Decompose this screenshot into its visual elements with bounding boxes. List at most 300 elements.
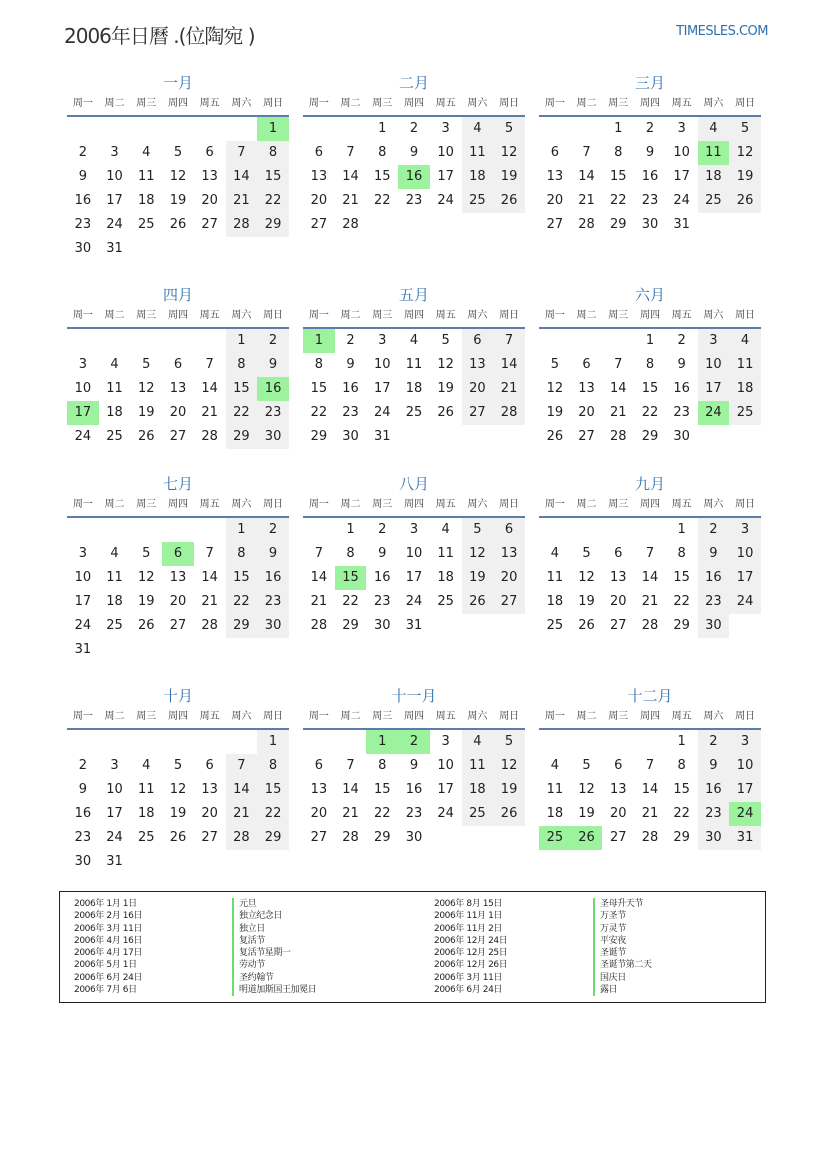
weekday-label: 周日 bbox=[263, 310, 284, 321]
day-cell: 14 bbox=[342, 782, 359, 797]
day-cell: 30 bbox=[74, 241, 92, 256]
weekday-label: 周四 bbox=[403, 310, 424, 321]
month-name: 七月 bbox=[162, 475, 193, 493]
empty-cell bbox=[335, 730, 367, 754]
day-cell: 12 bbox=[578, 782, 595, 797]
day-cell: 12 bbox=[546, 381, 564, 396]
day-cell: 12 bbox=[137, 381, 155, 396]
weekday-label: 周二 bbox=[340, 711, 361, 722]
weekday-label: 周一 bbox=[544, 499, 565, 510]
weekday-label: 周四 bbox=[403, 711, 424, 722]
day-cell: 15 bbox=[373, 169, 391, 184]
legend-entry: 万灵节 bbox=[593, 923, 652, 935]
weekday-label: 周五 bbox=[435, 499, 456, 510]
day-cell: 10 bbox=[74, 381, 92, 396]
legend-entry: 2006年 11月 2日 bbox=[434, 923, 503, 934]
day-grid bbox=[67, 117, 289, 261]
weekday-label: 周四 bbox=[167, 499, 188, 510]
weekday-label: 周二 bbox=[576, 711, 597, 722]
day-cell: 23 bbox=[74, 830, 92, 845]
day-cell: 4 bbox=[409, 333, 419, 348]
weekday-label: 周一 bbox=[544, 98, 565, 109]
day-cell: 11 bbox=[106, 381, 123, 396]
day-grid bbox=[539, 329, 761, 449]
empty-cell bbox=[303, 730, 335, 754]
day-cell: 23 bbox=[342, 405, 359, 420]
weekday-header bbox=[67, 494, 289, 518]
day-cell: 21 bbox=[493, 377, 525, 401]
empty-cell bbox=[130, 730, 162, 754]
day-cell: 22 bbox=[342, 594, 359, 609]
day-cell: 17 bbox=[698, 377, 730, 401]
day-cell: 10 bbox=[74, 570, 92, 585]
day-cell: 16 bbox=[641, 169, 659, 184]
weekday-label: 周五 bbox=[435, 711, 456, 722]
day-cell: 13 bbox=[609, 782, 627, 797]
day-cell: 14 bbox=[226, 165, 258, 189]
day-cell: 6 bbox=[173, 357, 183, 372]
day-cell: 23 bbox=[373, 594, 391, 609]
day-cell: 13 bbox=[462, 353, 494, 377]
day-cell: 10 bbox=[437, 758, 454, 773]
day-cell: 18 bbox=[698, 165, 730, 189]
day-cell: 9 bbox=[677, 357, 686, 372]
day-cell: 20 bbox=[578, 405, 595, 420]
legend-entry: 2006年 5月 1日 bbox=[74, 960, 137, 971]
day-cell: 15 bbox=[373, 782, 391, 797]
empty-cell bbox=[571, 730, 603, 754]
holiday-day-cell: 25 bbox=[539, 826, 571, 850]
day-cell: 24 bbox=[74, 618, 92, 633]
weekday-label: 周二 bbox=[104, 499, 125, 510]
day-cell: 13 bbox=[578, 381, 595, 396]
legend-entry: 2006年 1月 1日 bbox=[74, 899, 137, 909]
day-cell: 18 bbox=[462, 165, 494, 189]
day-cell: 28 bbox=[226, 826, 258, 850]
day-cell: 18 bbox=[137, 193, 155, 208]
day-cell: 23 bbox=[257, 590, 289, 614]
holiday-day-cell: 16 bbox=[257, 377, 289, 401]
day-cell: 16 bbox=[405, 782, 423, 797]
holiday-day-cell: 11 bbox=[698, 141, 730, 165]
weekday-label: 周三 bbox=[372, 98, 393, 109]
weekday-header bbox=[67, 93, 289, 117]
day-cell: 3 bbox=[78, 357, 87, 372]
day-cell: 13 bbox=[201, 169, 218, 184]
day-cell: 7 bbox=[205, 546, 214, 561]
day-cell: 16 bbox=[698, 566, 730, 590]
day-cell: 9 bbox=[378, 546, 387, 561]
weekday-label: 周二 bbox=[104, 711, 125, 722]
day-cell: 5 bbox=[441, 333, 450, 348]
weekday-label: 周日 bbox=[735, 98, 756, 109]
weekday-label: 周四 bbox=[639, 499, 660, 510]
day-cell: 24 bbox=[106, 217, 123, 232]
day-cell: 21 bbox=[201, 594, 218, 609]
holiday-day-cell: 24 bbox=[729, 802, 761, 826]
day-cell: 26 bbox=[137, 618, 155, 633]
site-link[interactable]: TIMESLES.COM bbox=[676, 24, 768, 39]
day-cell: 17 bbox=[405, 570, 423, 585]
day-cell: 19 bbox=[137, 405, 155, 420]
day-cell: 20 bbox=[201, 806, 218, 821]
day-cell: 4 bbox=[142, 758, 151, 773]
day-cell: 5 bbox=[462, 518, 494, 542]
day-cell: 29 bbox=[373, 830, 391, 845]
day-cell: 7 bbox=[614, 357, 623, 372]
day-cell: 21 bbox=[226, 189, 258, 213]
day-cell: 13 bbox=[310, 782, 328, 797]
empty-cell bbox=[194, 518, 226, 542]
day-cell: 6 bbox=[582, 357, 591, 372]
day-cell: 6 bbox=[493, 518, 525, 542]
day-cell: 25 bbox=[437, 594, 454, 609]
day-cell: 16 bbox=[342, 381, 359, 396]
month-name: 一月 bbox=[162, 74, 193, 92]
day-cell: 26 bbox=[437, 405, 454, 420]
day-cell: 7 bbox=[314, 546, 323, 561]
day-cell: 17 bbox=[373, 381, 391, 396]
weekday-label: 周三 bbox=[136, 499, 157, 510]
day-cell: 12 bbox=[578, 570, 595, 585]
day-cell: 20 bbox=[462, 377, 494, 401]
month-block bbox=[539, 285, 761, 449]
day-cell: 27 bbox=[462, 401, 494, 425]
day-cell: 30 bbox=[257, 425, 289, 449]
day-cell: 15 bbox=[673, 570, 690, 585]
day-cell: 16 bbox=[74, 193, 92, 208]
holiday-day-cell: 1 bbox=[303, 329, 335, 353]
day-cell: 9 bbox=[78, 782, 87, 797]
day-cell: 3 bbox=[698, 329, 730, 353]
day-cell: 3 bbox=[677, 121, 686, 136]
day-cell: 14 bbox=[641, 570, 659, 585]
legend-entry: 2006年 8月 15日 bbox=[434, 899, 503, 909]
weekday-label: 周三 bbox=[136, 711, 157, 722]
weekday-label: 周三 bbox=[608, 499, 629, 510]
empty-cell bbox=[162, 117, 194, 141]
day-cell: 10 bbox=[673, 145, 690, 160]
holiday-day-cell: 2 bbox=[398, 730, 430, 754]
empty-cell bbox=[99, 518, 131, 542]
day-cell: 4 bbox=[462, 117, 494, 141]
legend-entry: 圣母升天节 bbox=[593, 898, 652, 910]
weekday-label: 周一 bbox=[308, 711, 329, 722]
day-cell: 29 bbox=[257, 213, 289, 237]
holiday-day-cell: 6 bbox=[162, 542, 194, 566]
day-cell: 7 bbox=[582, 145, 591, 160]
weekday-label: 周日 bbox=[499, 310, 520, 321]
day-cell: 2 bbox=[257, 329, 289, 353]
day-grid bbox=[67, 329, 289, 449]
day-cell: 11 bbox=[546, 782, 564, 797]
day-cell: 23 bbox=[405, 806, 423, 821]
legend-entry: 2006年 4月 16日 bbox=[74, 935, 143, 946]
legend-entry: 2006年 12月 25日 bbox=[434, 948, 508, 959]
day-cell: 9 bbox=[698, 542, 730, 566]
weekday-label: 周一 bbox=[308, 98, 329, 109]
day-cell: 15 bbox=[310, 381, 328, 396]
empty-cell bbox=[634, 730, 666, 754]
empty-cell bbox=[67, 730, 99, 754]
day-cell: 26 bbox=[546, 429, 564, 444]
day-cell: 19 bbox=[578, 594, 595, 609]
day-cell: 14 bbox=[609, 381, 627, 396]
day-cell: 21 bbox=[310, 594, 328, 609]
day-cell: 24 bbox=[405, 594, 423, 609]
day-cell: 18 bbox=[546, 594, 564, 609]
weekday-label: 周一 bbox=[544, 310, 565, 321]
day-cell: 13 bbox=[169, 570, 187, 585]
day-cell: 31 bbox=[106, 854, 123, 869]
day-grid bbox=[303, 329, 525, 449]
weekday-header bbox=[539, 494, 761, 518]
weekday-label: 周日 bbox=[263, 98, 284, 109]
day-cell: 1 bbox=[226, 518, 258, 542]
day-cell: 11 bbox=[729, 353, 761, 377]
day-cell: 18 bbox=[729, 377, 761, 401]
weekday-label: 周四 bbox=[167, 310, 188, 321]
day-cell: 14 bbox=[226, 778, 258, 802]
legend-names-left bbox=[232, 898, 316, 996]
day-cell: 5 bbox=[142, 546, 151, 561]
day-cell: 19 bbox=[169, 806, 187, 821]
empty-cell bbox=[226, 730, 258, 754]
day-grid bbox=[303, 730, 525, 850]
day-cell: 26 bbox=[493, 802, 525, 826]
day-cell: 21 bbox=[641, 806, 659, 821]
day-cell: 24 bbox=[729, 590, 761, 614]
weekday-label: 周二 bbox=[576, 499, 597, 510]
weekday-label: 周五 bbox=[435, 98, 456, 109]
weekday-label: 周五 bbox=[671, 711, 692, 722]
legend-entry: 独立纪念日 bbox=[232, 910, 316, 922]
weekday-header bbox=[539, 706, 761, 730]
holiday-day-cell: 1 bbox=[366, 730, 398, 754]
empty-cell bbox=[67, 117, 99, 141]
day-cell: 11 bbox=[546, 570, 564, 585]
empty-cell bbox=[162, 329, 194, 353]
day-cell: 10 bbox=[106, 169, 123, 184]
weekday-label: 周五 bbox=[199, 499, 220, 510]
day-cell: 28 bbox=[201, 618, 218, 633]
day-cell: 5 bbox=[142, 357, 151, 372]
weekday-label: 周一 bbox=[72, 98, 93, 109]
day-grid bbox=[539, 518, 761, 638]
day-cell: 31 bbox=[673, 217, 690, 232]
weekday-label: 周三 bbox=[608, 310, 629, 321]
month-block bbox=[67, 474, 289, 662]
day-cell: 3 bbox=[729, 518, 761, 542]
legend-entry: 圣诞节 bbox=[593, 947, 652, 959]
day-cell: 28 bbox=[641, 618, 659, 633]
day-cell: 5 bbox=[493, 117, 525, 141]
day-cell: 2 bbox=[677, 333, 686, 348]
day-cell: 4 bbox=[441, 522, 450, 537]
day-grid bbox=[67, 730, 289, 874]
day-grid bbox=[303, 518, 525, 638]
day-cell: 3 bbox=[729, 730, 761, 754]
day-cell: 11 bbox=[106, 570, 123, 585]
day-cell: 28 bbox=[342, 217, 359, 232]
day-cell: 5 bbox=[582, 758, 591, 773]
day-cell: 8 bbox=[677, 758, 686, 773]
day-cell: 25 bbox=[137, 217, 155, 232]
day-cell: 20 bbox=[609, 594, 627, 609]
day-cell: 17 bbox=[74, 594, 92, 609]
day-cell: 9 bbox=[645, 145, 655, 160]
day-cell: 3 bbox=[110, 758, 119, 773]
day-cell: 28 bbox=[310, 618, 328, 633]
day-cell: 28 bbox=[578, 217, 595, 232]
empty-cell bbox=[303, 117, 335, 141]
day-cell: 22 bbox=[226, 590, 258, 614]
day-cell: 8 bbox=[226, 353, 258, 377]
holiday-day-cell: 26 bbox=[571, 826, 603, 850]
legend-names-right bbox=[593, 898, 652, 996]
day-cell: 13 bbox=[493, 542, 525, 566]
weekday-label: 周日 bbox=[735, 711, 756, 722]
day-cell: 15 bbox=[673, 782, 690, 797]
day-grid bbox=[539, 117, 761, 237]
weekday-label: 周一 bbox=[308, 499, 329, 510]
weekday-label: 周六 bbox=[467, 499, 488, 510]
day-cell: 4 bbox=[110, 546, 119, 561]
day-cell: 13 bbox=[201, 782, 218, 797]
month-name: 九月 bbox=[634, 475, 665, 493]
day-cell: 26 bbox=[578, 618, 595, 633]
day-cell: 3 bbox=[78, 546, 87, 561]
day-cell: 27 bbox=[493, 590, 525, 614]
day-cell: 15 bbox=[257, 165, 289, 189]
day-cell: 12 bbox=[169, 782, 187, 797]
day-cell: 26 bbox=[169, 830, 187, 845]
day-cell: 23 bbox=[698, 802, 730, 826]
day-cell: 19 bbox=[578, 806, 595, 821]
day-cell: 7 bbox=[226, 141, 258, 165]
legend-entry: 平安夜 bbox=[593, 935, 652, 947]
weekday-label: 周日 bbox=[499, 499, 520, 510]
weekday-label: 周五 bbox=[435, 310, 456, 321]
weekday-label: 周六 bbox=[231, 711, 252, 722]
weekday-label: 周日 bbox=[263, 499, 284, 510]
day-cell: 6 bbox=[314, 758, 323, 773]
day-cell: 30 bbox=[405, 830, 423, 845]
weekday-label: 周三 bbox=[372, 711, 393, 722]
holiday-day-cell: 1 bbox=[257, 117, 289, 141]
day-cell: 3 bbox=[378, 333, 387, 348]
day-cell: 30 bbox=[641, 217, 659, 232]
day-cell: 13 bbox=[609, 570, 627, 585]
day-cell: 19 bbox=[729, 165, 761, 189]
month-name: 四月 bbox=[162, 286, 193, 304]
weekday-label: 周三 bbox=[608, 711, 629, 722]
holiday-day-cell: 17 bbox=[67, 401, 99, 425]
day-cell: 27 bbox=[609, 830, 627, 845]
day-cell: 28 bbox=[342, 830, 359, 845]
day-cell: 6 bbox=[614, 758, 623, 773]
empty-cell bbox=[602, 329, 634, 353]
weekday-label: 周五 bbox=[199, 98, 220, 109]
day-cell: 15 bbox=[641, 381, 659, 396]
day-cell: 19 bbox=[546, 405, 564, 420]
day-cell: 1 bbox=[677, 734, 686, 749]
weekday-label: 周六 bbox=[703, 499, 724, 510]
day-cell: 8 bbox=[645, 357, 655, 372]
day-cell: 2 bbox=[378, 522, 387, 537]
day-cell: 18 bbox=[405, 381, 423, 396]
weekday-label: 周二 bbox=[340, 499, 361, 510]
day-cell: 27 bbox=[578, 429, 595, 444]
day-cell: 30 bbox=[673, 429, 690, 444]
day-cell: 25 bbox=[462, 189, 494, 213]
empty-cell bbox=[130, 117, 162, 141]
day-cell: 13 bbox=[169, 381, 187, 396]
day-cell: 7 bbox=[346, 758, 355, 773]
month-name: 八月 bbox=[398, 475, 429, 493]
day-cell: 13 bbox=[310, 169, 328, 184]
day-cell: 2 bbox=[257, 518, 289, 542]
weekday-label: 周三 bbox=[372, 310, 393, 321]
day-cell: 19 bbox=[437, 381, 454, 396]
month-name: 三月 bbox=[634, 74, 665, 92]
day-cell: 29 bbox=[257, 826, 289, 850]
day-cell: 4 bbox=[550, 758, 559, 773]
month-name: 十二月 bbox=[627, 687, 673, 705]
day-cell: 29 bbox=[609, 217, 627, 232]
empty-cell bbox=[539, 730, 571, 754]
day-cell: 29 bbox=[641, 429, 659, 444]
day-cell: 27 bbox=[201, 217, 218, 232]
day-cell: 17 bbox=[673, 169, 690, 184]
day-cell: 20 bbox=[609, 806, 627, 821]
day-cell: 12 bbox=[729, 141, 761, 165]
day-cell: 11 bbox=[137, 169, 155, 184]
holiday-day-cell: 24 bbox=[698, 401, 730, 425]
weekday-label: 周日 bbox=[263, 711, 284, 722]
day-cell: 8 bbox=[378, 145, 387, 160]
day-cell: 18 bbox=[137, 806, 155, 821]
day-cell: 29 bbox=[673, 618, 690, 633]
legend-entry: 2006年 4月 17日 bbox=[74, 948, 143, 959]
day-cell: 28 bbox=[226, 213, 258, 237]
day-cell: 21 bbox=[201, 405, 218, 420]
day-cell: 12 bbox=[137, 570, 155, 585]
weekday-label: 周五 bbox=[671, 499, 692, 510]
day-cell: 30 bbox=[257, 614, 289, 638]
month-name: 十一月 bbox=[391, 687, 437, 705]
day-cell: 26 bbox=[493, 189, 525, 213]
day-cell: 28 bbox=[609, 429, 627, 444]
day-cell: 27 bbox=[310, 217, 328, 232]
weekday-label: 周六 bbox=[467, 310, 488, 321]
day-cell: 21 bbox=[342, 193, 359, 208]
month-block bbox=[67, 73, 289, 261]
weekday-header bbox=[303, 93, 525, 117]
day-cell: 17 bbox=[729, 778, 761, 802]
day-cell: 4 bbox=[698, 117, 730, 141]
empty-cell bbox=[99, 117, 131, 141]
day-cell: 15 bbox=[226, 566, 258, 590]
day-cell: 25 bbox=[405, 405, 423, 420]
day-cell: 14 bbox=[578, 169, 595, 184]
day-cell: 9 bbox=[698, 754, 730, 778]
legend-entry: 2006年 12月 26日 bbox=[434, 960, 508, 971]
day-cell: 6 bbox=[314, 145, 323, 160]
weekday-label: 周日 bbox=[499, 98, 520, 109]
day-cell: 25 bbox=[729, 401, 761, 425]
day-cell: 17 bbox=[437, 169, 454, 184]
